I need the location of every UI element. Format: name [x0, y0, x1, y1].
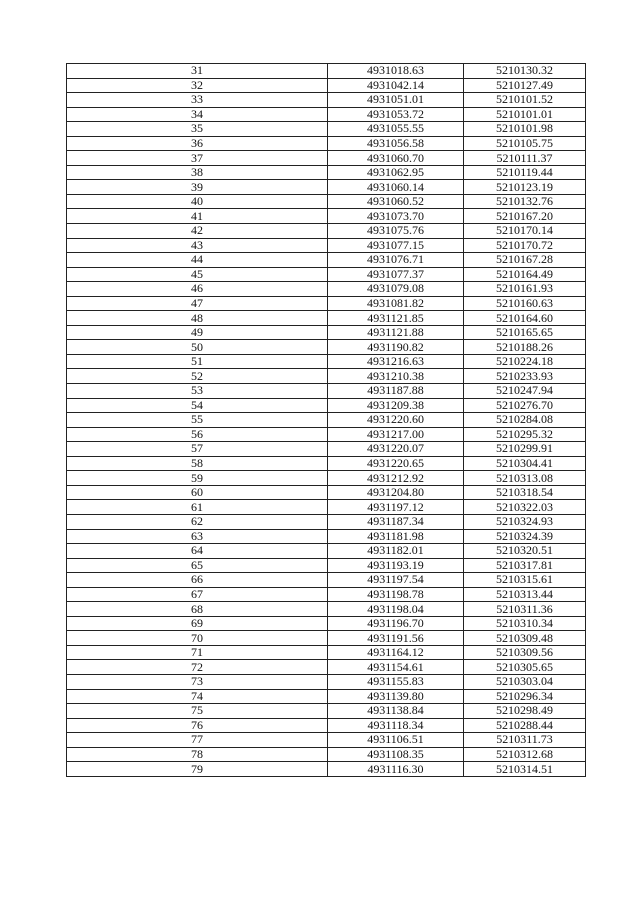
point-number-cell: 35 [67, 122, 328, 137]
x-coordinate-cell: 4931056.58 [328, 136, 464, 151]
y-coordinate-cell: 5210324.39 [464, 529, 586, 544]
table-row [67, 762, 586, 777]
point-number-cell: 43 [67, 238, 328, 253]
y-coordinate-cell: 5210170.72 [464, 238, 586, 253]
x-coordinate-cell: 4931197.12 [328, 500, 464, 515]
table-row [67, 602, 586, 617]
point-number-cell: 53 [67, 384, 328, 399]
point-number-cell: 37 [67, 151, 328, 166]
x-coordinate-cell: 4931075.76 [328, 224, 464, 239]
table-row [67, 471, 586, 486]
table-row [67, 529, 586, 544]
x-coordinate-cell: 4931164.12 [328, 645, 464, 660]
point-number-cell: 62 [67, 514, 328, 529]
table-row [67, 209, 586, 224]
x-coordinate-cell: 4931055.55 [328, 122, 464, 137]
x-coordinate-cell: 4931118.34 [328, 718, 464, 733]
x-coordinate-cell: 4931081.82 [328, 296, 464, 311]
coordinates-table-body [67, 64, 586, 777]
y-coordinate-cell: 5210130.32 [464, 64, 586, 79]
y-coordinate-cell: 5210309.56 [464, 645, 586, 660]
table-row [67, 616, 586, 631]
table-row [67, 64, 586, 79]
x-coordinate-cell: 4931187.88 [328, 384, 464, 399]
table-row [67, 587, 586, 602]
x-coordinate-cell: 4931191.56 [328, 631, 464, 646]
table-row [67, 544, 586, 559]
x-coordinate-cell: 4931154.61 [328, 660, 464, 675]
point-number-cell: 44 [67, 253, 328, 268]
y-coordinate-cell: 5210313.08 [464, 471, 586, 486]
x-coordinate-cell: 4931220.65 [328, 456, 464, 471]
y-coordinate-cell: 5210167.28 [464, 253, 586, 268]
table-row [67, 253, 586, 268]
x-coordinate-cell: 4931077.37 [328, 267, 464, 282]
y-coordinate-cell: 5210165.65 [464, 325, 586, 340]
y-coordinate-cell: 5210233.93 [464, 369, 586, 384]
x-coordinate-cell: 4931121.85 [328, 311, 464, 326]
table-row [67, 282, 586, 297]
y-coordinate-cell: 5210295.32 [464, 427, 586, 442]
point-number-cell: 41 [67, 209, 328, 224]
y-coordinate-cell: 5210298.49 [464, 704, 586, 719]
y-coordinate-cell: 5210164.49 [464, 267, 586, 282]
x-coordinate-cell: 4931220.60 [328, 413, 464, 428]
point-number-cell: 73 [67, 674, 328, 689]
y-coordinate-cell: 5210276.70 [464, 398, 586, 413]
point-number-cell: 45 [67, 267, 328, 282]
table-row [67, 165, 586, 180]
y-coordinate-cell: 5210317.81 [464, 558, 586, 573]
point-number-cell: 75 [67, 704, 328, 719]
point-number-cell: 63 [67, 529, 328, 544]
x-coordinate-cell: 4931121.88 [328, 325, 464, 340]
y-coordinate-cell: 5210111.37 [464, 151, 586, 166]
y-coordinate-cell: 5210322.03 [464, 500, 586, 515]
x-coordinate-cell: 4931106.51 [328, 733, 464, 748]
point-number-cell: 70 [67, 631, 328, 646]
x-coordinate-cell: 4931139.80 [328, 689, 464, 704]
table-row [67, 645, 586, 660]
table-row [67, 485, 586, 500]
x-coordinate-cell: 4931187.34 [328, 514, 464, 529]
x-coordinate-cell: 4931076.71 [328, 253, 464, 268]
y-coordinate-cell: 5210320.51 [464, 544, 586, 559]
point-number-cell: 61 [67, 500, 328, 515]
x-coordinate-cell: 4931217.00 [328, 427, 464, 442]
table-row [67, 500, 586, 515]
x-coordinate-cell: 4931196.70 [328, 616, 464, 631]
table-row [67, 718, 586, 733]
point-number-cell: 69 [67, 616, 328, 631]
y-coordinate-cell: 5210101.01 [464, 107, 586, 122]
x-coordinate-cell: 4931060.70 [328, 151, 464, 166]
y-coordinate-cell: 5210224.18 [464, 354, 586, 369]
table-row [67, 704, 586, 719]
point-number-cell: 49 [67, 325, 328, 340]
y-coordinate-cell: 5210318.54 [464, 485, 586, 500]
x-coordinate-cell: 4931108.35 [328, 747, 464, 762]
point-number-cell: 39 [67, 180, 328, 195]
x-coordinate-cell: 4931060.14 [328, 180, 464, 195]
y-coordinate-cell: 5210312.68 [464, 747, 586, 762]
table-row [67, 384, 586, 399]
table-row [67, 369, 586, 384]
point-number-cell: 64 [67, 544, 328, 559]
table-row [67, 296, 586, 311]
point-number-cell: 77 [67, 733, 328, 748]
x-coordinate-cell: 4931181.98 [328, 529, 464, 544]
y-coordinate-cell: 5210127.49 [464, 78, 586, 93]
y-coordinate-cell: 5210311.36 [464, 602, 586, 617]
table-row [67, 747, 586, 762]
x-coordinate-cell: 4931077.15 [328, 238, 464, 253]
table-row [67, 93, 586, 108]
table-row [67, 733, 586, 748]
coordinates-table [66, 63, 586, 777]
x-coordinate-cell: 4931212.92 [328, 471, 464, 486]
y-coordinate-cell: 5210105.75 [464, 136, 586, 151]
table-row [67, 514, 586, 529]
table-row [67, 224, 586, 239]
point-number-cell: 79 [67, 762, 328, 777]
point-number-cell: 68 [67, 602, 328, 617]
point-number-cell: 66 [67, 573, 328, 588]
x-coordinate-cell: 4931190.82 [328, 340, 464, 355]
table-row [67, 398, 586, 413]
table-row [67, 136, 586, 151]
point-number-cell: 59 [67, 471, 328, 486]
x-coordinate-cell: 4931060.52 [328, 194, 464, 209]
table-row [67, 354, 586, 369]
y-coordinate-cell: 5210296.34 [464, 689, 586, 704]
y-coordinate-cell: 5210101.52 [464, 93, 586, 108]
x-coordinate-cell: 4931193.19 [328, 558, 464, 573]
x-coordinate-cell: 4931116.30 [328, 762, 464, 777]
point-number-cell: 47 [67, 296, 328, 311]
y-coordinate-cell: 5210132.76 [464, 194, 586, 209]
table-row [67, 325, 586, 340]
y-coordinate-cell: 5210119.44 [464, 165, 586, 180]
table-row [67, 122, 586, 137]
table-row [67, 238, 586, 253]
point-number-cell: 51 [67, 354, 328, 369]
x-coordinate-cell: 4931062.95 [328, 165, 464, 180]
table-row [67, 442, 586, 457]
y-coordinate-cell: 5210160.63 [464, 296, 586, 311]
x-coordinate-cell: 4931182.01 [328, 544, 464, 559]
table-row [67, 558, 586, 573]
table-row [67, 674, 586, 689]
y-coordinate-cell: 5210123.19 [464, 180, 586, 195]
y-coordinate-cell: 5210303.04 [464, 674, 586, 689]
table-row [67, 660, 586, 675]
table-row [67, 311, 586, 326]
y-coordinate-cell: 5210305.65 [464, 660, 586, 675]
y-coordinate-cell: 5210170.14 [464, 224, 586, 239]
x-coordinate-cell: 4931197.54 [328, 573, 464, 588]
y-coordinate-cell: 5210188.26 [464, 340, 586, 355]
y-coordinate-cell: 5210313.44 [464, 587, 586, 602]
point-number-cell: 50 [67, 340, 328, 355]
point-number-cell: 54 [67, 398, 328, 413]
table-row [67, 427, 586, 442]
table-row [67, 78, 586, 93]
x-coordinate-cell: 4931018.63 [328, 64, 464, 79]
y-coordinate-cell: 5210101.98 [464, 122, 586, 137]
x-coordinate-cell: 4931079.08 [328, 282, 464, 297]
table-row [67, 194, 586, 209]
y-coordinate-cell: 5210314.51 [464, 762, 586, 777]
point-number-cell: 67 [67, 587, 328, 602]
table-row [67, 107, 586, 122]
x-coordinate-cell: 4931155.83 [328, 674, 464, 689]
table-row [67, 456, 586, 471]
y-coordinate-cell: 5210161.93 [464, 282, 586, 297]
table-row [67, 573, 586, 588]
table-row [67, 340, 586, 355]
x-coordinate-cell: 4931053.72 [328, 107, 464, 122]
point-number-cell: 58 [67, 456, 328, 471]
point-number-cell: 72 [67, 660, 328, 675]
y-coordinate-cell: 5210284.08 [464, 413, 586, 428]
x-coordinate-cell: 4931216.63 [328, 354, 464, 369]
point-number-cell: 55 [67, 413, 328, 428]
table-row [67, 151, 586, 166]
y-coordinate-cell: 5210299.91 [464, 442, 586, 457]
point-number-cell: 34 [67, 107, 328, 122]
table-row [67, 267, 586, 282]
y-coordinate-cell: 5210315.61 [464, 573, 586, 588]
x-coordinate-cell: 4931209.38 [328, 398, 464, 413]
point-number-cell: 60 [67, 485, 328, 500]
point-number-cell: 56 [67, 427, 328, 442]
point-number-cell: 57 [67, 442, 328, 457]
y-coordinate-cell: 5210288.44 [464, 718, 586, 733]
point-number-cell: 36 [67, 136, 328, 151]
point-number-cell: 42 [67, 224, 328, 239]
x-coordinate-cell: 4931210.38 [328, 369, 464, 384]
x-coordinate-cell: 4931204.80 [328, 485, 464, 500]
table-row [67, 413, 586, 428]
point-number-cell: 33 [67, 93, 328, 108]
y-coordinate-cell: 5210309.48 [464, 631, 586, 646]
point-number-cell: 65 [67, 558, 328, 573]
y-coordinate-cell: 5210167.20 [464, 209, 586, 224]
x-coordinate-cell: 4931051.01 [328, 93, 464, 108]
x-coordinate-cell: 4931073.70 [328, 209, 464, 224]
point-number-cell: 38 [67, 165, 328, 180]
y-coordinate-cell: 5210164.60 [464, 311, 586, 326]
x-coordinate-cell: 4931198.04 [328, 602, 464, 617]
point-number-cell: 32 [67, 78, 328, 93]
y-coordinate-cell: 5210247.94 [464, 384, 586, 399]
x-coordinate-cell: 4931138.84 [328, 704, 464, 719]
y-coordinate-cell: 5210310.34 [464, 616, 586, 631]
table-row [67, 631, 586, 646]
table-row [67, 180, 586, 195]
x-coordinate-cell: 4931042.14 [328, 78, 464, 93]
y-coordinate-cell: 5210311.73 [464, 733, 586, 748]
y-coordinate-cell: 5210324.93 [464, 514, 586, 529]
point-number-cell: 74 [67, 689, 328, 704]
point-number-cell: 31 [67, 64, 328, 79]
x-coordinate-cell: 4931220.07 [328, 442, 464, 457]
point-number-cell: 46 [67, 282, 328, 297]
point-number-cell: 48 [67, 311, 328, 326]
point-number-cell: 76 [67, 718, 328, 733]
point-number-cell: 52 [67, 369, 328, 384]
point-number-cell: 40 [67, 194, 328, 209]
point-number-cell: 78 [67, 747, 328, 762]
x-coordinate-cell: 4931198.78 [328, 587, 464, 602]
table-row [67, 689, 586, 704]
y-coordinate-cell: 5210304.41 [464, 456, 586, 471]
point-number-cell: 71 [67, 645, 328, 660]
